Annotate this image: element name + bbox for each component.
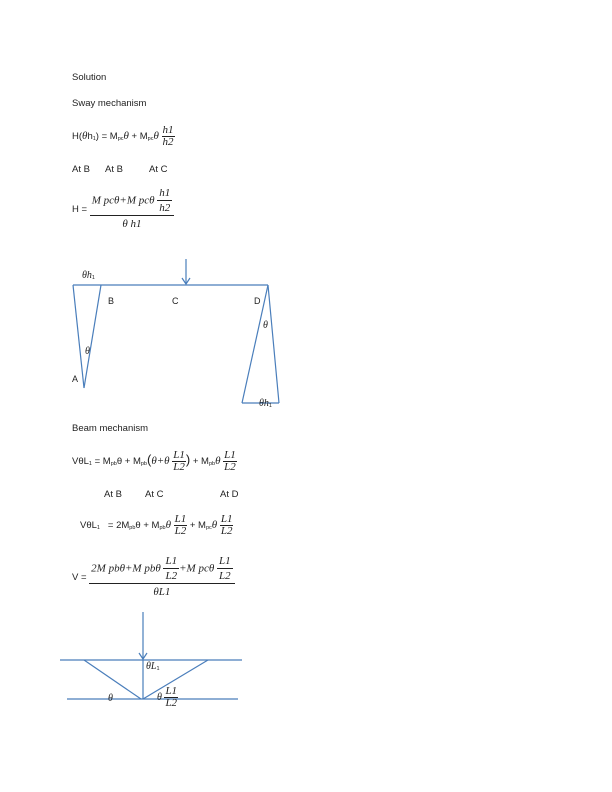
fraction-numerator: h1 bbox=[162, 124, 174, 136]
fraction-numerator: L1 bbox=[173, 449, 185, 461]
sway-location-2: At B bbox=[105, 164, 123, 175]
theta-symbol: θ bbox=[165, 519, 171, 532]
eq-text: = 2M bbox=[107, 520, 130, 532]
eq-text: VθL bbox=[72, 456, 89, 468]
fraction-numerator: L1 bbox=[174, 513, 187, 525]
solution-heading: Solution bbox=[72, 72, 107, 83]
fraction-denominator: L2 bbox=[173, 461, 185, 473]
fraction-denominator: L2 bbox=[165, 697, 178, 709]
eq-text: V = bbox=[72, 571, 87, 583]
subscript: 1 bbox=[156, 666, 160, 672]
label-theta-L1-over-L2 bbox=[157, 686, 178, 709]
fraction-denominator: L2 bbox=[220, 525, 233, 537]
eq-text: H( bbox=[72, 131, 83, 143]
subscript: 1 bbox=[88, 461, 92, 468]
fraction-numerator: L1 bbox=[224, 449, 236, 461]
subscript: pc bbox=[205, 525, 212, 532]
label-D: D bbox=[254, 296, 261, 306]
fraction-denominator: h2 bbox=[159, 202, 171, 214]
eq-text: θh bbox=[82, 270, 92, 281]
eq-text: θ+θ bbox=[151, 455, 170, 468]
eq-text: θh bbox=[259, 398, 269, 409]
label-A: A bbox=[72, 374, 79, 384]
eq-text: M pcθ+M pcθ bbox=[91, 194, 155, 207]
subscript: pc bbox=[147, 136, 154, 143]
label-theta-left: θ bbox=[85, 346, 90, 357]
subscript: 1 bbox=[268, 403, 272, 409]
label-C: C bbox=[172, 296, 179, 306]
fraction-numerator: L1 bbox=[165, 685, 178, 697]
eq-text: VθL bbox=[80, 520, 97, 532]
fraction-denominator: h2 bbox=[162, 136, 174, 148]
subscript: pb bbox=[140, 461, 147, 468]
fraction-denominator: L2 bbox=[174, 525, 187, 537]
eq-text: 2M pbθ+M pbθ bbox=[91, 562, 161, 575]
eq-text: ( bbox=[147, 452, 152, 468]
fraction-denominator: θ h1 bbox=[122, 218, 142, 230]
eq-text: + M bbox=[187, 520, 206, 532]
eq-text: θ + M bbox=[116, 456, 141, 468]
fraction-numerator: L1 bbox=[220, 513, 233, 525]
eq-text: ) = M bbox=[95, 131, 118, 143]
fraction-denominator: L2 bbox=[224, 461, 236, 473]
eq-text: + M bbox=[128, 131, 148, 143]
fraction-numerator: L1 bbox=[218, 555, 231, 567]
label-theta-right: θ bbox=[263, 320, 268, 331]
eq-text: h bbox=[87, 131, 93, 143]
beam-location-3: At D bbox=[220, 489, 239, 500]
label-B: B bbox=[108, 296, 115, 306]
eq-text: θ + M bbox=[135, 520, 160, 532]
subscript: pc bbox=[117, 136, 124, 143]
fraction-numerator: L1 bbox=[165, 555, 178, 567]
beam-mechanism-title: Beam mechanism bbox=[72, 423, 149, 434]
fraction-denominator: L2 bbox=[165, 570, 178, 582]
subscript: pb bbox=[129, 525, 136, 532]
subscript: pb bbox=[110, 461, 117, 468]
label-theta-L1 bbox=[146, 661, 160, 672]
fraction-numerator: h1 bbox=[159, 187, 171, 199]
beam-location-2: At C bbox=[145, 489, 164, 500]
theta-symbol: θ bbox=[211, 519, 218, 532]
fraction-denominator: θL1 bbox=[153, 586, 171, 598]
theta-symbol: θ bbox=[123, 130, 129, 143]
fraction-L1-L2 bbox=[164, 686, 178, 709]
eq-text: θL bbox=[146, 661, 157, 672]
subscript: 1 bbox=[91, 275, 95, 281]
subscript: 1 bbox=[96, 525, 100, 532]
theta-symbol: θ bbox=[153, 130, 159, 143]
fraction-denominator: L2 bbox=[218, 570, 231, 582]
theta-symbol: θ bbox=[82, 130, 88, 143]
eq-text: +M pcθ bbox=[179, 562, 215, 575]
theta-symbol: θ bbox=[215, 455, 221, 468]
label-theta-left: θ bbox=[108, 693, 113, 704]
beam-location-1: At B bbox=[104, 489, 122, 500]
sway-mechanism-title: Sway mechanism bbox=[72, 98, 147, 109]
sway-location-1: At B bbox=[72, 164, 90, 175]
subscript: pb bbox=[208, 461, 216, 468]
subscript: pb bbox=[159, 525, 166, 532]
eq-text: = M bbox=[91, 456, 111, 468]
eq-text: H = bbox=[72, 203, 88, 215]
sway-location-3: At C bbox=[149, 164, 168, 175]
eq-text: + M bbox=[190, 456, 209, 468]
subscript: 1 bbox=[92, 136, 96, 143]
eq-text: ) bbox=[185, 452, 191, 468]
theta-symbol: θ bbox=[157, 692, 162, 703]
